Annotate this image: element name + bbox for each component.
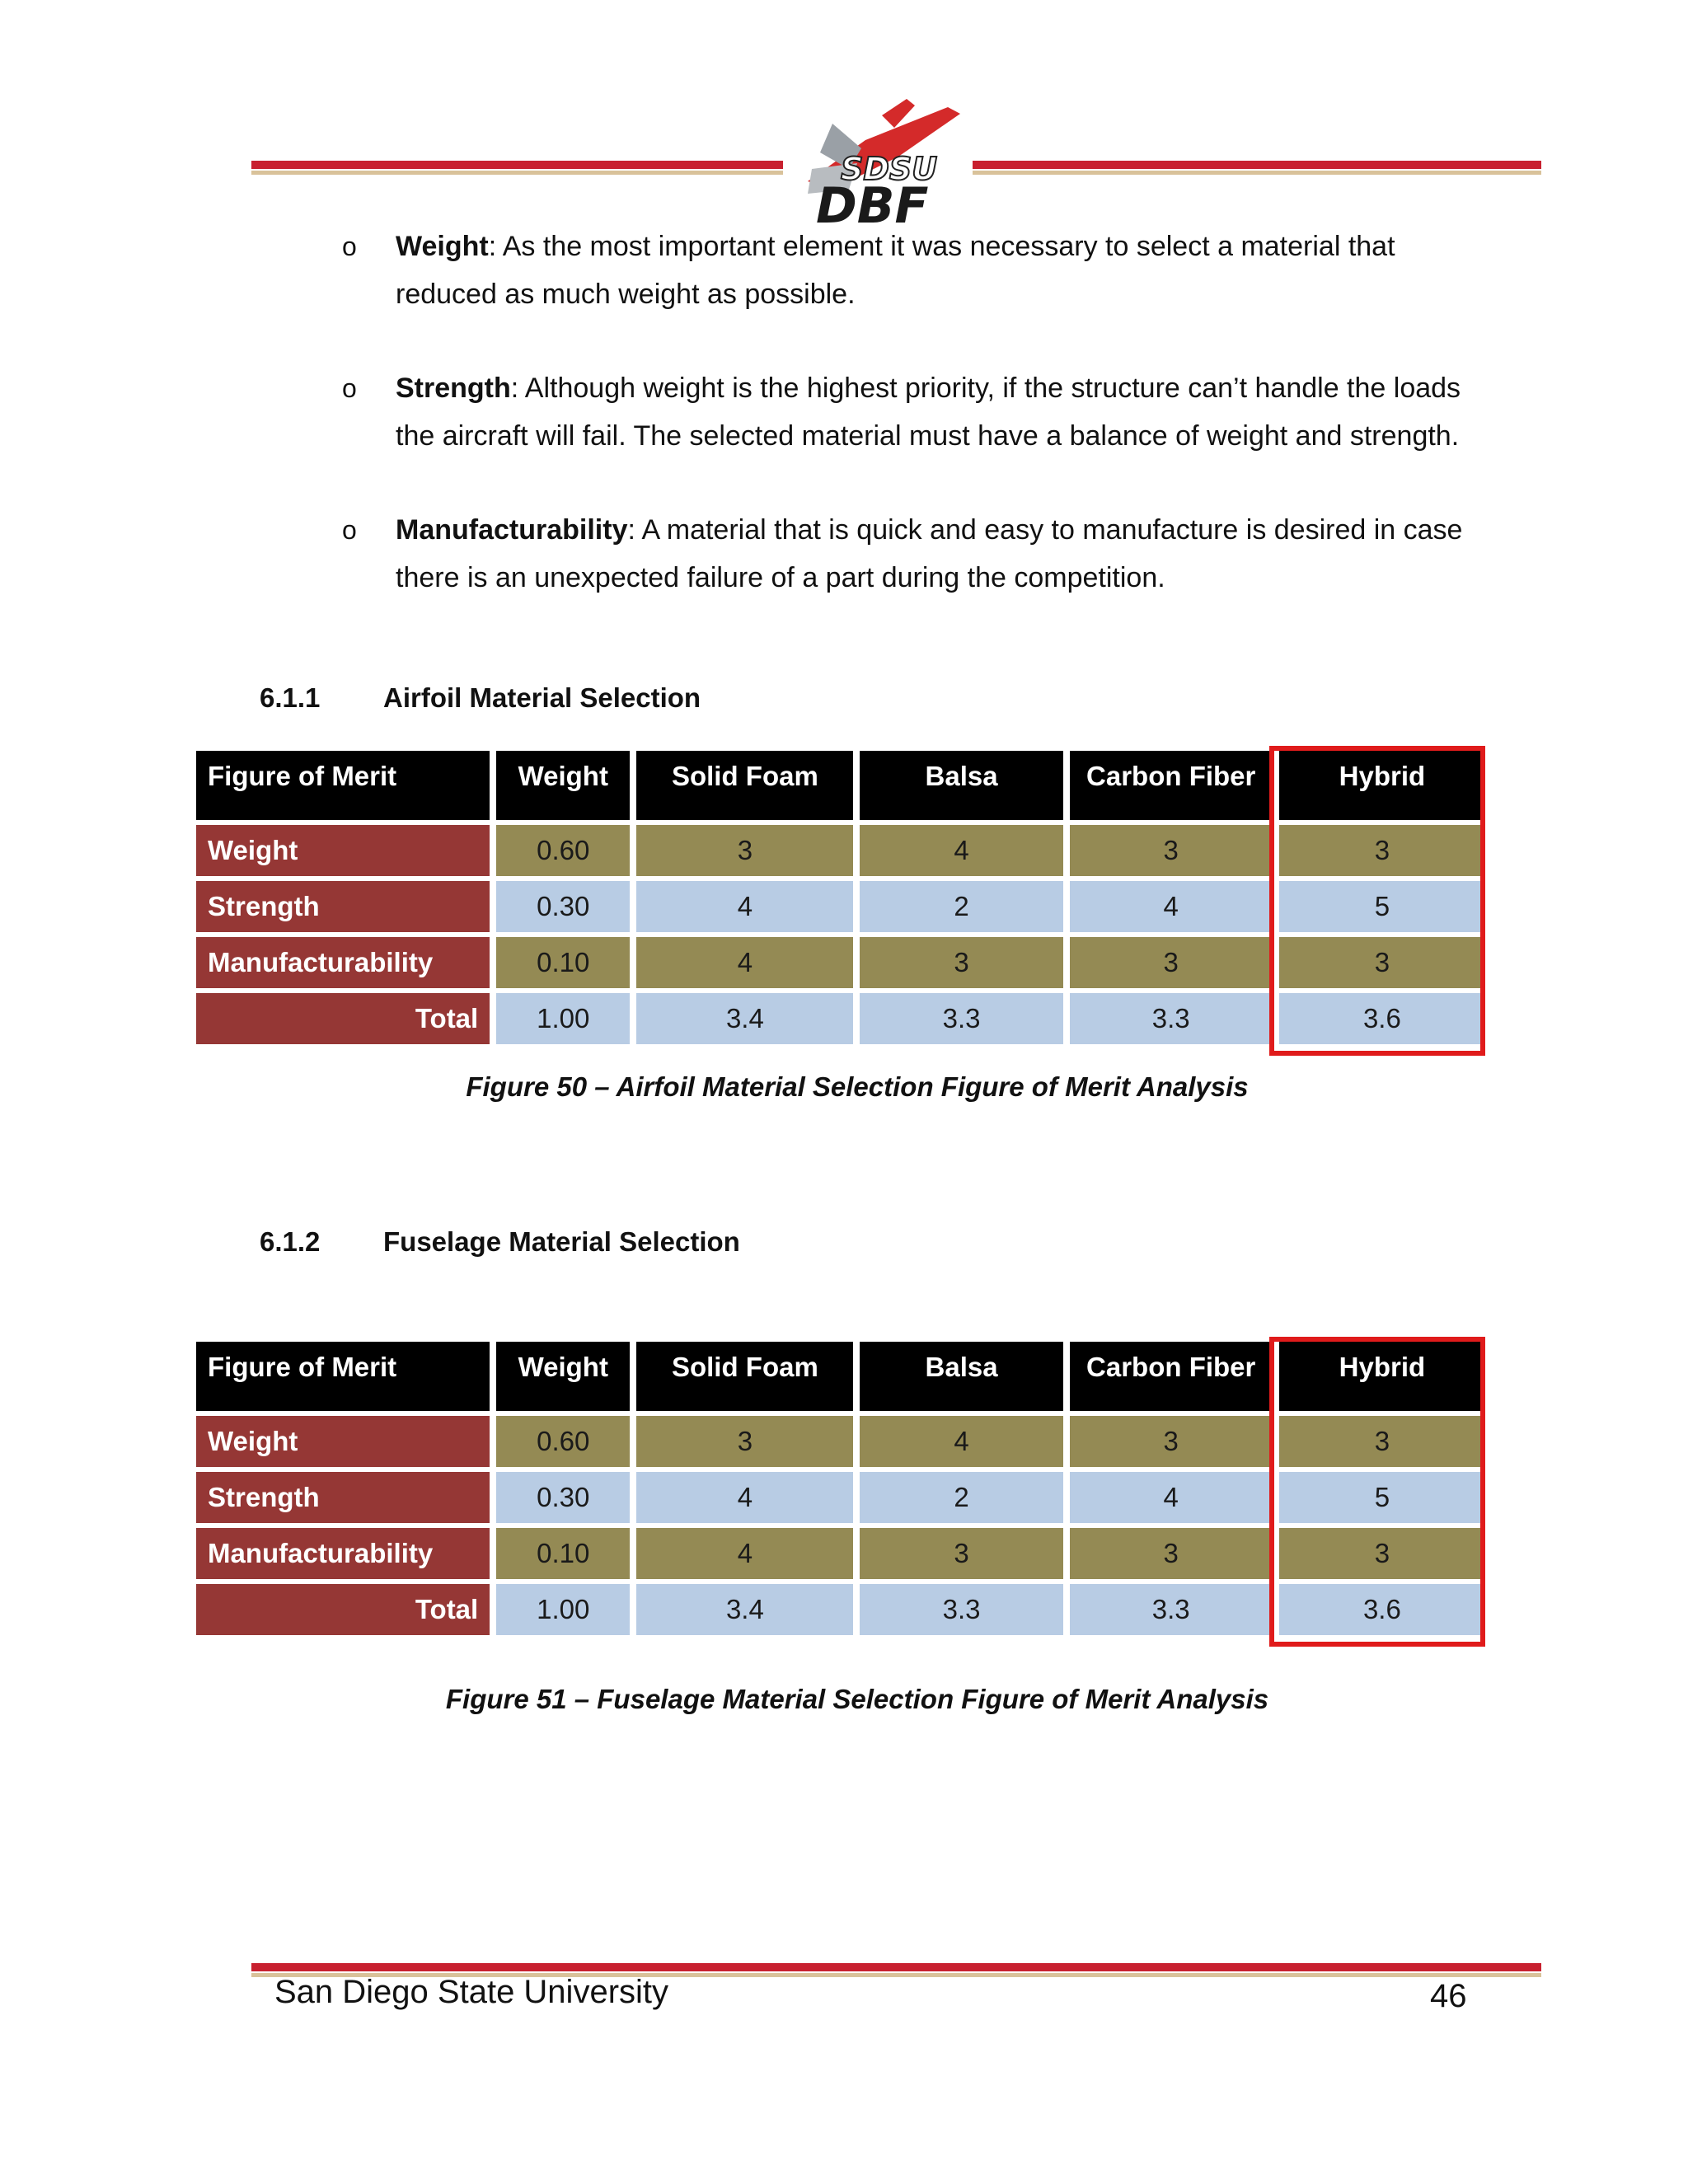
header-cell: Figure of Merit xyxy=(196,751,490,820)
table-cell: 0.10 xyxy=(496,937,630,988)
table-cell: 4 xyxy=(1070,1472,1273,1523)
header-cell: Hybrid xyxy=(1279,751,1485,820)
table-cell: 3.4 xyxy=(636,993,853,1044)
header-cell: Solid Foam xyxy=(636,1342,853,1411)
table-cell: 4 xyxy=(1070,881,1273,932)
figure-caption: Figure 50 – Airfoil Material Selection Figure of Merit Analysis xyxy=(466,1071,1249,1102)
bullet-term: Weight xyxy=(396,231,489,262)
header-cell: Hybrid xyxy=(1279,1342,1485,1411)
section-heading-fuselage xyxy=(260,1226,740,1258)
table-cell: 3 xyxy=(1279,937,1485,988)
table-cell: 3 xyxy=(1070,1416,1273,1467)
logo-text-bottom: DBF xyxy=(816,177,929,231)
row-label: Manufacturability xyxy=(196,1528,490,1579)
table-cell: 4 xyxy=(636,1528,853,1579)
table-cell: 2 xyxy=(860,1472,1062,1523)
criteria-bullets xyxy=(342,223,1479,648)
header-cell: Figure of Merit xyxy=(196,1342,490,1411)
row-label: Weight xyxy=(196,1416,490,1467)
header-cell: Solid Foam xyxy=(636,751,853,820)
bullet-marker: o xyxy=(342,373,357,403)
table-cell: 3.3 xyxy=(1070,1584,1273,1635)
table-cell: 3 xyxy=(1070,937,1273,988)
bullet-weight xyxy=(342,223,1479,318)
row-label: Total xyxy=(196,1584,490,1635)
table-cell: 4 xyxy=(636,1472,853,1523)
table-cell: 0.30 xyxy=(496,1472,630,1523)
row-label: Strength xyxy=(196,881,490,932)
page-number: 46 xyxy=(1430,1978,1467,2014)
table-cell: 0.10 xyxy=(496,1528,630,1579)
sdsu-dbf-logo xyxy=(783,91,973,231)
table-cell: 3.6 xyxy=(1279,1584,1485,1635)
hybrid-column-highlight xyxy=(1269,1337,1485,1647)
table-cell: 3.3 xyxy=(1070,993,1273,1044)
section-title: Airfoil Material Selection xyxy=(383,682,701,713)
table-cell: 3.3 xyxy=(860,993,1062,1044)
table-cell: 5 xyxy=(1279,881,1485,932)
row-label: Manufacturability xyxy=(196,937,490,988)
section-number: 6.1.1 xyxy=(260,682,321,713)
section-heading-airfoil xyxy=(260,682,701,714)
table-cell: 3 xyxy=(1279,1528,1485,1579)
table-cell: 5 xyxy=(1279,1472,1485,1523)
table-cell: 0.60 xyxy=(496,1416,630,1467)
row-label: Strength xyxy=(196,1472,490,1523)
table-cell: 4 xyxy=(860,825,1062,876)
footer-org: San Diego State University xyxy=(274,1974,669,2010)
table-cell: 3.4 xyxy=(636,1584,853,1635)
bullet-marker: o xyxy=(342,232,357,261)
table-cell: 4 xyxy=(860,1416,1062,1467)
hybrid-column-highlight xyxy=(1269,746,1485,1056)
table-cell: 3 xyxy=(860,937,1062,988)
table-cell: 3 xyxy=(1279,825,1485,876)
bullet-strength xyxy=(342,364,1479,460)
table-cell: 0.60 xyxy=(496,825,630,876)
header-cell: Weight xyxy=(496,751,630,820)
logo-text-top: SDSU xyxy=(841,151,938,187)
header-cell: Carbon Fiber xyxy=(1070,1342,1273,1411)
table-cell: 4 xyxy=(636,937,853,988)
header-cell: Balsa xyxy=(860,751,1062,820)
bullet-term: Manufacturability xyxy=(396,514,628,546)
table-cell: 3 xyxy=(1070,825,1273,876)
header-cell: Carbon Fiber xyxy=(1070,751,1273,820)
header-cell: Balsa xyxy=(860,1342,1062,1411)
footer-rule-red xyxy=(251,1963,1541,1971)
bullet-text: : Although weight is the highest priority, if the structure can’t handle the loads the aircraft will fail. The selected material must have a balance of weight and strength. xyxy=(396,373,1461,452)
table-cell: 3 xyxy=(1279,1416,1485,1467)
table-cell: 3.6 xyxy=(1279,993,1485,1044)
bullet-text: : A material that is quick and easy to manufacture is desired in case there is an unexpected failure of a part during the competition. xyxy=(396,514,1463,593)
table-cell: 3 xyxy=(1070,1528,1273,1579)
table-cell: 4 xyxy=(636,881,853,932)
table-cell: 0.30 xyxy=(496,881,630,932)
row-label: Weight xyxy=(196,825,490,876)
table-cell: 1.00 xyxy=(496,1584,630,1635)
bullet-marker: o xyxy=(342,515,357,545)
section-number: 6.1.2 xyxy=(260,1226,321,1257)
table-cell: 3 xyxy=(860,1528,1062,1579)
figure-caption: Figure 51 – Fuselage Material Selection Figure of Merit Analysis xyxy=(445,1684,1269,1714)
table-cell: 3 xyxy=(636,1416,853,1467)
section-title: Fuselage Material Selection xyxy=(383,1226,740,1257)
table-cell: 2 xyxy=(860,881,1062,932)
table-cell: 3.3 xyxy=(860,1584,1062,1635)
bullet-text: : As the most important element it was necessary to select a material that reduced as much weight as possible. xyxy=(396,231,1395,310)
bullet-manufacturability xyxy=(342,506,1479,602)
header-cell: Weight xyxy=(496,1342,630,1411)
table-cell: 3 xyxy=(636,825,853,876)
bullet-term: Strength xyxy=(396,373,511,404)
row-label: Total xyxy=(196,993,490,1044)
table-cell: 1.00 xyxy=(496,993,630,1044)
